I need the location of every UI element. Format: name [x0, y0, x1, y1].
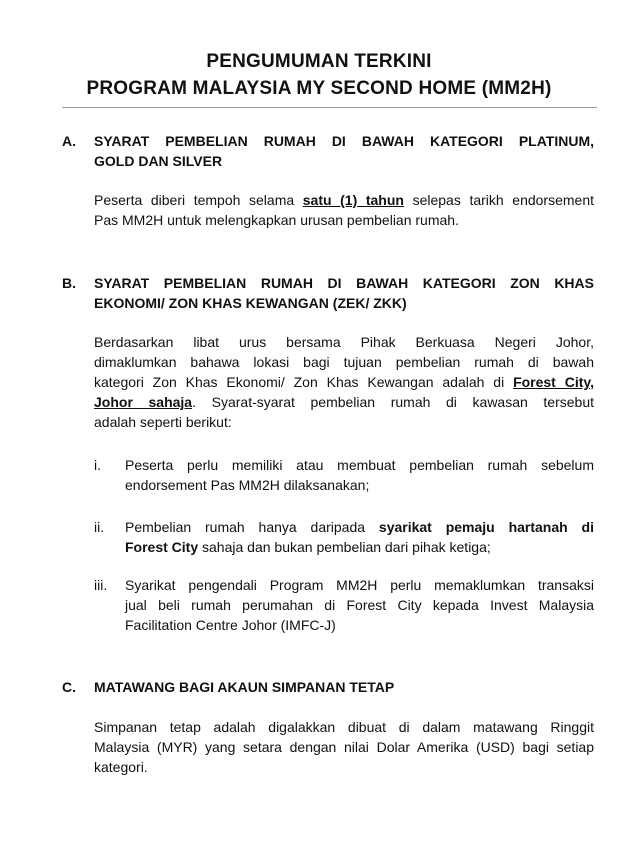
title-divider: [62, 107, 597, 108]
list-item: [125, 517, 594, 557]
section-a-paragraph: [94, 190, 594, 230]
list-item: [125, 455, 594, 495]
title-line-2: PROGRAM MALAYSIA MY SECOND HOME (MM2H): [86, 78, 552, 99]
section-a-letter: A.: [62, 133, 76, 149]
section-a-heading-line-1: SYARAT PEMBELIAN RUMAH DI BAWAH KATEGORI PLATINUM,: [94, 133, 594, 149]
section-c-heading: MATAWANG BAGI AKAUN SIMPANAN TETAP: [94, 679, 395, 695]
list-item-line: Syarikat pengendali Program MM2H perlu memaklumkan transaksi: [125, 577, 594, 593]
section-b-emphasis: Johor sahaja: [94, 394, 193, 410]
list-item-text: sahaja dan bukan pembelian dari pihak ketiga;: [198, 539, 491, 555]
section-b-heading-line-1: SYARAT PEMBELIAN RUMAH DI BAWAH KATEGORI ZON KHAS: [94, 275, 594, 291]
section-a-text: selepas tarikh endorsement: [403, 192, 594, 208]
section-b-paragraph-line-4: [94, 392, 594, 412]
list-item-line: jual beli rumah perumahan di Forest City kepada Invest Malaysia: [125, 597, 594, 613]
title-line-1: PENGUMUMAN TERKINI: [206, 51, 432, 72]
list-item-line: endorsement Pas MM2H dilaksanakan;: [125, 477, 370, 493]
list-item-number: iii.: [94, 577, 108, 593]
section-c-paragraph-line-2: Malaysia (MYR) yang setara dengan nilai Dolar Amerika (USD) bagi setiap: [94, 739, 594, 755]
list-item-emphasis: syarikat pemaju hartanah di: [378, 519, 594, 535]
section-a-heading: [94, 131, 594, 171]
section-a-emphasis: satu (1) tahun: [302, 192, 404, 208]
list-item-number: i.: [94, 457, 101, 473]
list-item-text: Pembelian rumah hanya daripada: [125, 519, 379, 535]
list-item-number: ii.: [94, 519, 105, 535]
section-b-heading-line-2: EKONOMI/ ZON KHAS KEWANGAN (ZEK/ ZKK): [94, 295, 407, 311]
section-b-paragraph-line-2: dimaklumkan bahawa lokasi bagi tujuan pembelian rumah di bawah: [94, 354, 594, 370]
section-c-letter: C.: [62, 679, 76, 695]
section-b-paragraph-line-1: Berdasarkan libat urus bersama Pihak Berkuasa Negeri Johor,: [94, 334, 594, 350]
section-c-paragraph-line-1: Simpanan tetap adalah digalakkan dibuat di dalam matawang Ringgit: [94, 719, 594, 735]
section-b-paragraph: [94, 332, 594, 432]
section-c-paragraph: [94, 717, 594, 777]
section-b-emphasis: Forest City,: [513, 374, 595, 390]
section-a-paragraph-line-1: [94, 190, 594, 210]
section-b-text: kategori Zon Khas Ekonomi/ Zon Khas Kewangan adalah di: [94, 374, 514, 390]
section-a-paragraph-line-2: Pas MM2H untuk melengkapkan urusan pembelian rumah.: [94, 212, 459, 228]
section-b-heading: [94, 273, 594, 313]
section-b-paragraph-line-5: adalah seperti berikut:: [94, 414, 232, 430]
section-b-letter: B.: [62, 275, 76, 291]
list-item: [125, 575, 594, 635]
section-b-paragraph-line-3: [94, 372, 594, 392]
section-c-paragraph-line-3: kategori.: [94, 759, 148, 775]
list-item-line: [125, 537, 594, 557]
list-item-line: Facilitation Centre Johor (IMFC-J): [125, 617, 336, 633]
list-item-line: [125, 517, 594, 537]
list-item-emphasis: Forest City: [125, 539, 199, 555]
section-a-heading-line-2: GOLD DAN SILVER: [94, 153, 223, 169]
section-b-text: . Syarat-syarat pembelian rumah di kawasan tersebut: [192, 394, 594, 410]
section-a-text: Peserta diberi tempoh selama: [94, 192, 303, 208]
document-title: [0, 48, 638, 102]
list-item-line: Peserta perlu memiliki atau membuat pembelian rumah sebelum: [125, 457, 594, 473]
